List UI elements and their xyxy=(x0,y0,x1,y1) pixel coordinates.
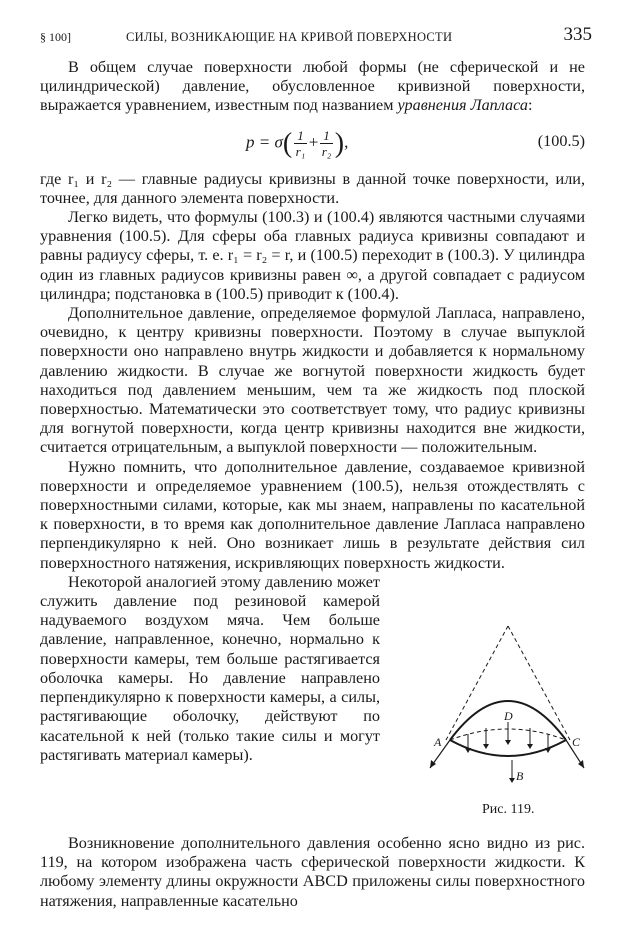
laplace-formula: p = σ( $\frac{1}{\text{r₁}}$ + $\frac{1}{\text{r₂}}$ ), (100.5) xyxy=(246,127,585,159)
page-number: 335 xyxy=(563,24,592,45)
label-a: A xyxy=(434,735,442,749)
bottom-text xyxy=(40,834,585,911)
paragraph-analogy: Некоторой аналогией этому давлению может служить давление под резиновой камерой надуваемого воздухом мяча. Чем больше давление, направленное, конечно, нормально к поверхности камеры, тем больше растягивается оболочка камеры. Но давление направлено перпендикулярно к поверхности камеры, а силы, растягивающие оболочку, действуют по касательной к ней (только такие силы и могут растягивать материал камеры). xyxy=(40,572,380,764)
formula-number: (100.5) xyxy=(537,131,585,150)
running-header xyxy=(40,22,592,48)
paragraph-tangential: Нужно помнить, что дополнительное давление, создаваемое кривизной поверхности и определяемое уравнением (100.5), нельзя отождествлять с поверхностными силами, которые, как мы знаем, направлены по касательной к поверхности, в то время как дополнительное давление Лапласа направлено перпендикулярно к ней. Оно возникает лишь в результате действия сил поверхностного натяжения, искривляющих поверхность жидкости. xyxy=(40,457,585,572)
cone-line-left xyxy=(446,626,508,740)
paragraph-radii: где r₁ и r₂ — главные радиусы кривизны в данной точке поверхности, или, точнее, для данного элемента поверхности. xyxy=(40,169,585,207)
figure-caption: Рис. 119. xyxy=(482,802,535,817)
cone-line-right xyxy=(508,626,570,740)
paragraph-laplace-intro: В общем случае поверхности любой формы (не сферической и не цилиндрической) давление, обусловленное кривизной поверхности, выражается уравнением, известным под названием уравнения Лапласа: xyxy=(40,58,585,115)
label-d: D xyxy=(504,709,513,723)
spherical-cap-diagram xyxy=(420,622,600,802)
chapter-title: СИЛЫ, ВОЗНИКАЮЩИЕ НА КРИВОЙ ПОВЕРХНОСТИ xyxy=(126,30,453,44)
paragraph-figure-explanation: Возникновение дополнительного давления особенно ясно видно из рис. 119, на котором изображена часть сферической поверхности жидкости. К любому элементу длины окружности ABCD приложены силы поверхностного натяжения, направленные касательно xyxy=(40,834,585,910)
section-number: § 100] xyxy=(40,30,71,44)
laplace-term: уравнения Лапласа xyxy=(397,96,528,115)
paragraph-direction: Дополнительное давление, определяемое формулой Лапласа, направлено, очевидно, к центру кривизны поверхности. Поэтому в случае выпуклой поверхности оно направлено внутрь жидкости и добавляется к нормальному давлению жидкости. В случае же вогнутой поверхности жидкость будет находиться под давлением меньшим, чем та же жидкость под плоской поверхностью. Математически это соответствует тому, что радиус кривизны для вогнутой поверхности, когда центр кривизны находится вне жидкости, считается отрицательным, а выпуклой поверхности — положительным. xyxy=(40,304,585,457)
pressure-arrows xyxy=(468,722,548,780)
label-b: B xyxy=(516,769,524,783)
label-c: C xyxy=(572,735,581,749)
paragraph-special-cases: Легко видеть, что формулы (100.3) и (100.4) являются частными случаями уравнения (100.5). Для сферы оба главных радиуса кривизны совпадают и равны радиусу сферы, т. е. r₁ = r₂ = r, и (100.5) переходит в (100.3). У цилиндра один из главных радиусов кривизны равен ∞, а другой совпадает с радиусом цилиндра; подстановка в (100.5) приводит к (100.4). xyxy=(40,208,585,303)
figure-119 xyxy=(420,622,600,832)
